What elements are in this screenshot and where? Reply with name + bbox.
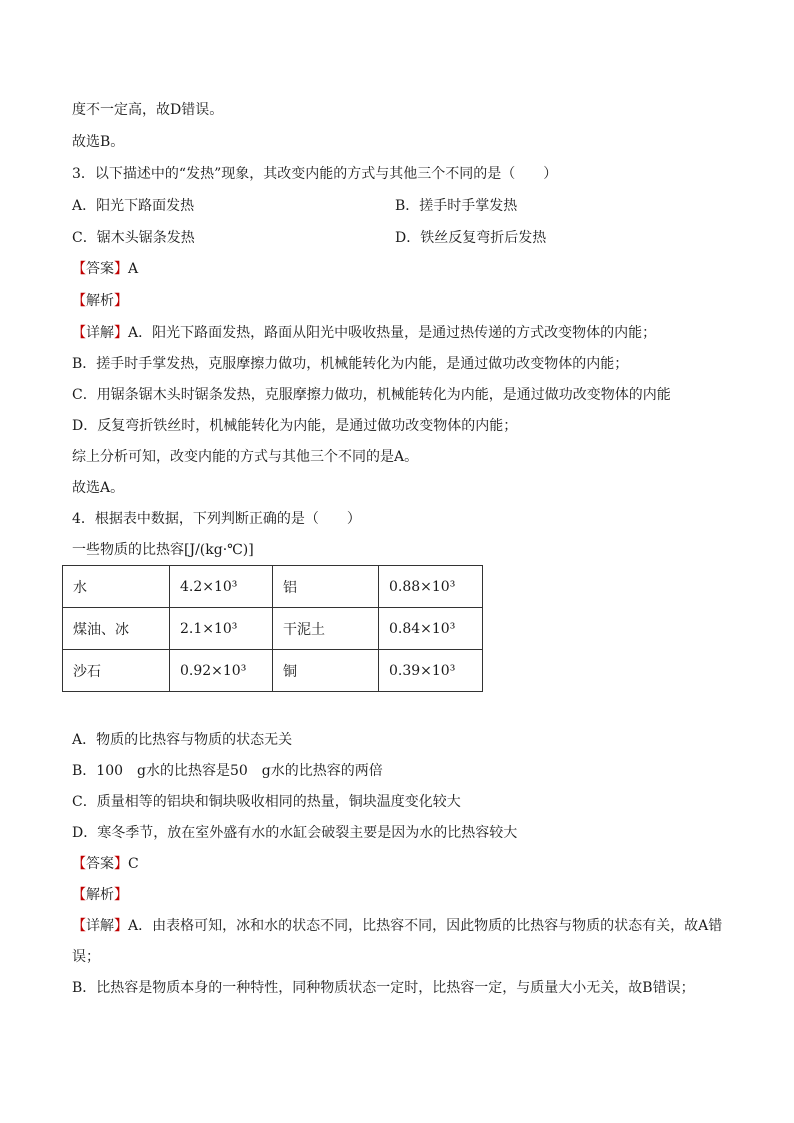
table-cell: 沙石 [63, 650, 170, 692]
q4-detail-1: 【详解】A．由表格可知，冰和水的状态不同，比热容不同，因此物质的比热容与物质的状态有关，故A错 [72, 918, 723, 934]
table-cell: 铜 [273, 650, 379, 692]
q4-option-b: B．100 g水的比热容是50 g水的比热容的两倍 [72, 763, 383, 779]
q3-answer: 【答案】A [72, 261, 139, 277]
q4-answer: 【答案】C [72, 856, 139, 872]
text-line: 度不一定高，故D错误。 [72, 102, 224, 118]
answer-label: 答案 [86, 261, 114, 277]
answer-value: C [128, 856, 139, 872]
analysis-label: 解析 [86, 887, 114, 903]
q4-detail-1-cont: 误； [72, 949, 100, 965]
q3-analysis-heading: 【解析】 [72, 293, 128, 309]
table-cell: 铝 [273, 566, 379, 608]
table-cell: 0.39×10³ [379, 650, 483, 692]
detail-label: 详解 [86, 918, 114, 934]
answer-value: A [128, 261, 139, 277]
q4-analysis-heading: 【解析】 [72, 887, 128, 903]
specific-heat-table [62, 565, 483, 692]
q3-detail-4: D．反复弯折铁丝时，机械能转化为内能，是通过做功改变物体的内能； [72, 418, 518, 434]
table-cell: 干泥土 [273, 608, 379, 650]
q3-detail-1: 【详解】A．阳光下路面发热，路面从阳光中吸收热量，是通过热传递的方式改变物体的内能； [72, 325, 657, 341]
q3-option-d: D．铁丝反复弯折后发热 [395, 230, 547, 246]
table-row [63, 650, 483, 692]
detail-label: 详解 [86, 325, 114, 341]
table-title: 一些物质的比热容[J/(kg·℃)] [72, 542, 254, 558]
q4-option-c: C．质量相等的铝块和铜块吸收相同的热量，铜块温度变化较大 [72, 794, 461, 810]
q4-detail-2: B．比热容是物质本身的一种特性，同种物质状态一定时，比热容一定，与质量大小无关，故B错误； [72, 980, 695, 996]
table-cell: 2.1×10³ [170, 608, 273, 650]
q3-option-b: B．搓手时手掌发热 [395, 198, 518, 214]
q3-detail-5: 综上分析可知，改变内能的方式与其他三个不同的是A。 [72, 449, 419, 465]
q3-detail-2: B．搓手时手掌发热，克服摩擦力做功，机械能转化为内能，是通过做功改变物体的内能； [72, 356, 629, 372]
table-cell: 0.84×10³ [379, 608, 483, 650]
table-cell: 水 [63, 566, 170, 608]
table-row [63, 566, 483, 608]
q3-detail-6: 故选A。 [72, 480, 125, 496]
q3-detail-3: C．用锯条锯木头时锯条发热，克服摩擦力做功，机械能转化为内能，是通过做功改变物体的内能 [72, 387, 671, 403]
table-cell: 0.92×10³ [170, 650, 273, 692]
table-row [63, 608, 483, 650]
table-cell: 煤油、冰 [63, 608, 170, 650]
question-4-stem: 4．根据表中数据，下列判断正确的是（ ） [72, 511, 361, 527]
answer-label: 答案 [86, 856, 114, 872]
question-3-stem: 3．以下描述中的“发热”现象，其改变内能的方式与其他三个不同的是（ ） [72, 166, 558, 182]
table-cell: 4.2×10³ [170, 566, 273, 608]
q4-option-d: D．寒冬季节，放在室外盛有水的水缸会破裂主要是因为水的比热容较大 [72, 825, 518, 841]
q4-option-a: A．物质的比热容与物质的状态无关 [72, 732, 293, 748]
q3-option-a: A．阳光下路面发热 [72, 198, 195, 214]
text-line: 故选B。 [72, 134, 125, 150]
q3-option-c: C．锯木头锯条发热 [72, 230, 195, 246]
table-cell: 0.88×10³ [379, 566, 483, 608]
analysis-label: 解析 [86, 293, 114, 309]
